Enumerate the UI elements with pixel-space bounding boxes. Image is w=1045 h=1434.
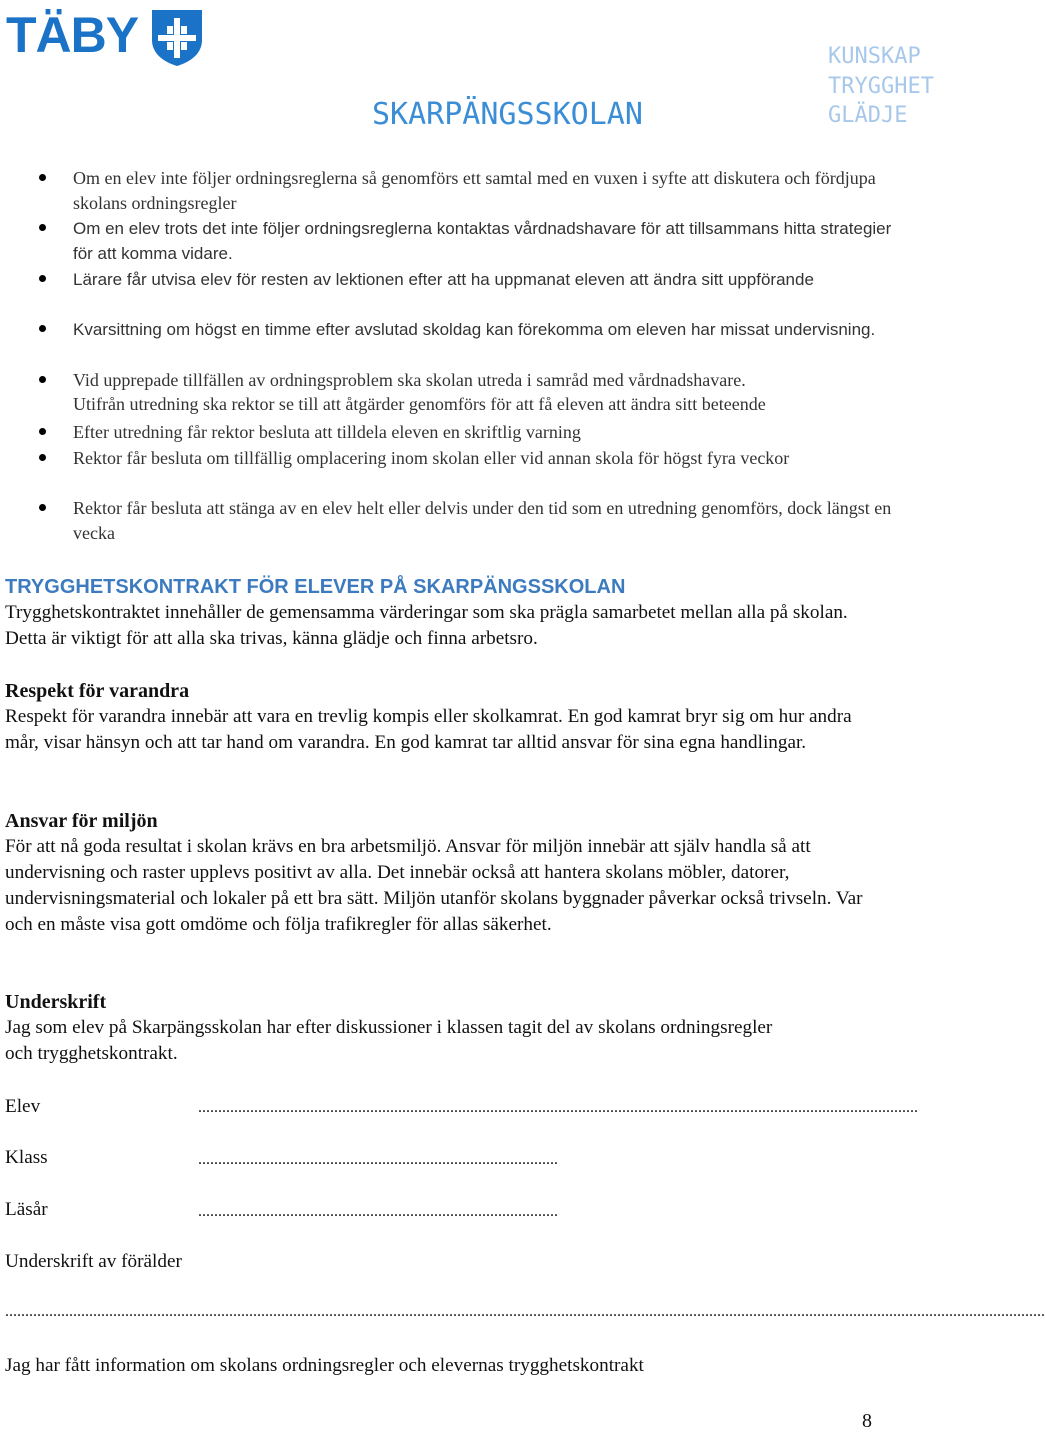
- motto: [828, 42, 960, 131]
- school-name: SKARPÄNGSSKOLAN: [372, 97, 643, 132]
- elev-signature-line[interactable]: ....................................................................................................................................................................................: [198, 1099, 918, 1116]
- section-text: Respekt för varandra innebär att vara en trevlig kompis eller skolkamrat. En god kamrat bryr sig om hur andra mår, visar hänsyn och att tar hand om varandra. En god kamrat tar alltid ansvar för sina egna handlingar.: [5, 706, 852, 753]
- logo-wordmark: TÄBY: [6, 7, 139, 63]
- signature-section: [5, 989, 885, 1067]
- shield-cross-icon: [150, 8, 204, 68]
- klass-signature-line[interactable]: ..........................................................................................: [198, 1151, 558, 1168]
- information-confirmation: Jag har fått information om skolans ordningsregler och elevernas trygghetskontrakt: [5, 1355, 644, 1376]
- contract-intro: Trygghetskontraktet innehåller de gemensamma värderingar som ska prägla samarbetet mellan alla på skolan. Detta är viktigt för att alla ska trivas, känna glädje och finna arbetsro.: [5, 602, 848, 649]
- contract-section: [5, 574, 885, 652]
- rule-item: Utifrån utredning ska rektor se till att åtgärder genomförs för att få eleven att ändra sitt beteende: [73, 394, 766, 414]
- rule-item: Om en elev trots det inte följer ordningsreglerna kontaktas vårdnadshavare för att tillsammans hitta strategier för att komma vidare.: [73, 216, 893, 266]
- lasar-label: Läsår: [5, 1199, 48, 1220]
- klass-label: Klass: [5, 1147, 48, 1168]
- parent-signature-line[interactable]: ....................................................................................................................................................................................................................................................................: [5, 1303, 1045, 1320]
- environment-section: [5, 808, 885, 938]
- rule-item: Rektor får besluta om tillfällig omplacering inom skolan eller vid annan skola för högst fyra veckor: [73, 446, 893, 471]
- lasar-signature-line[interactable]: ..........................................................................................: [198, 1203, 558, 1220]
- taby-logo: [6, 6, 202, 66]
- section-text: Jag som elev på Skarpängsskolan har efter diskussioner i klassen tagit del av skolans ordningsregler och trygghetskontrakt.: [5, 1017, 773, 1064]
- respect-section: [5, 678, 885, 756]
- motto-line-2: TRYGGHET: [828, 73, 934, 99]
- rule-item: Rektor får besluta att stänga av en elev helt eller delvis under den tid som en utredning genomförs, dock längst en vecka: [73, 496, 893, 546]
- section-heading: Respekt för varandra: [5, 680, 190, 702]
- rule-item: Om en elev inte följer ordningsreglerna så genomförs ett samtal med en vuxen i syfte att diskutera och fördjupa skolans ordningsregler: [73, 166, 893, 216]
- parent-signature-label: Underskrift av förälder: [5, 1251, 182, 1272]
- section-heading: Ansvar för miljön: [5, 810, 158, 832]
- rule-item: Kvarsittning om högst en timme efter avslutad skoldag kan förekomma om eleven har missat undervisning.: [73, 317, 893, 342]
- elev-label: Elev: [5, 1096, 41, 1117]
- rule-item: Vid upprepade tillfällen av ordningsproblem ska skolan utreda i samråd med vårdnadshavare.: [73, 368, 893, 393]
- section-text: För att nå goda resultat i skolan krävs en bra arbetsmiljö. Ansvar för miljön innebär att själv handla så att undervisning och raster upplevs positivt av alla. Det innebär också att hantera skolans möbler, datorer, undervisningsmaterial och lokaler på ett bra sätt. Miljön utanför skolans byggnader påverkar också trivseln. Var och en måste visa gott omdöme och följa trafikregler för allas säkerhet.: [5, 836, 863, 935]
- motto-line-3: GLÄDJE: [828, 103, 908, 128]
- section-heading: Underskrift: [5, 991, 107, 1013]
- rule-item: Lärare får utvisa elev för resten av lektionen efter att ha uppmanat eleven att ändra sitt uppförande: [73, 267, 893, 292]
- motto-line-1: KUNSKAP: [828, 44, 921, 69]
- contract-title: TRYGGHETSKONTRAKT FÖR ELEVER PÅ SKARPÄNGSSKOLAN: [5, 576, 626, 598]
- rule-item: Efter utredning får rektor besluta att tilldela eleven en skriftlig varning: [73, 420, 893, 445]
- page-number: 8: [862, 1410, 872, 1432]
